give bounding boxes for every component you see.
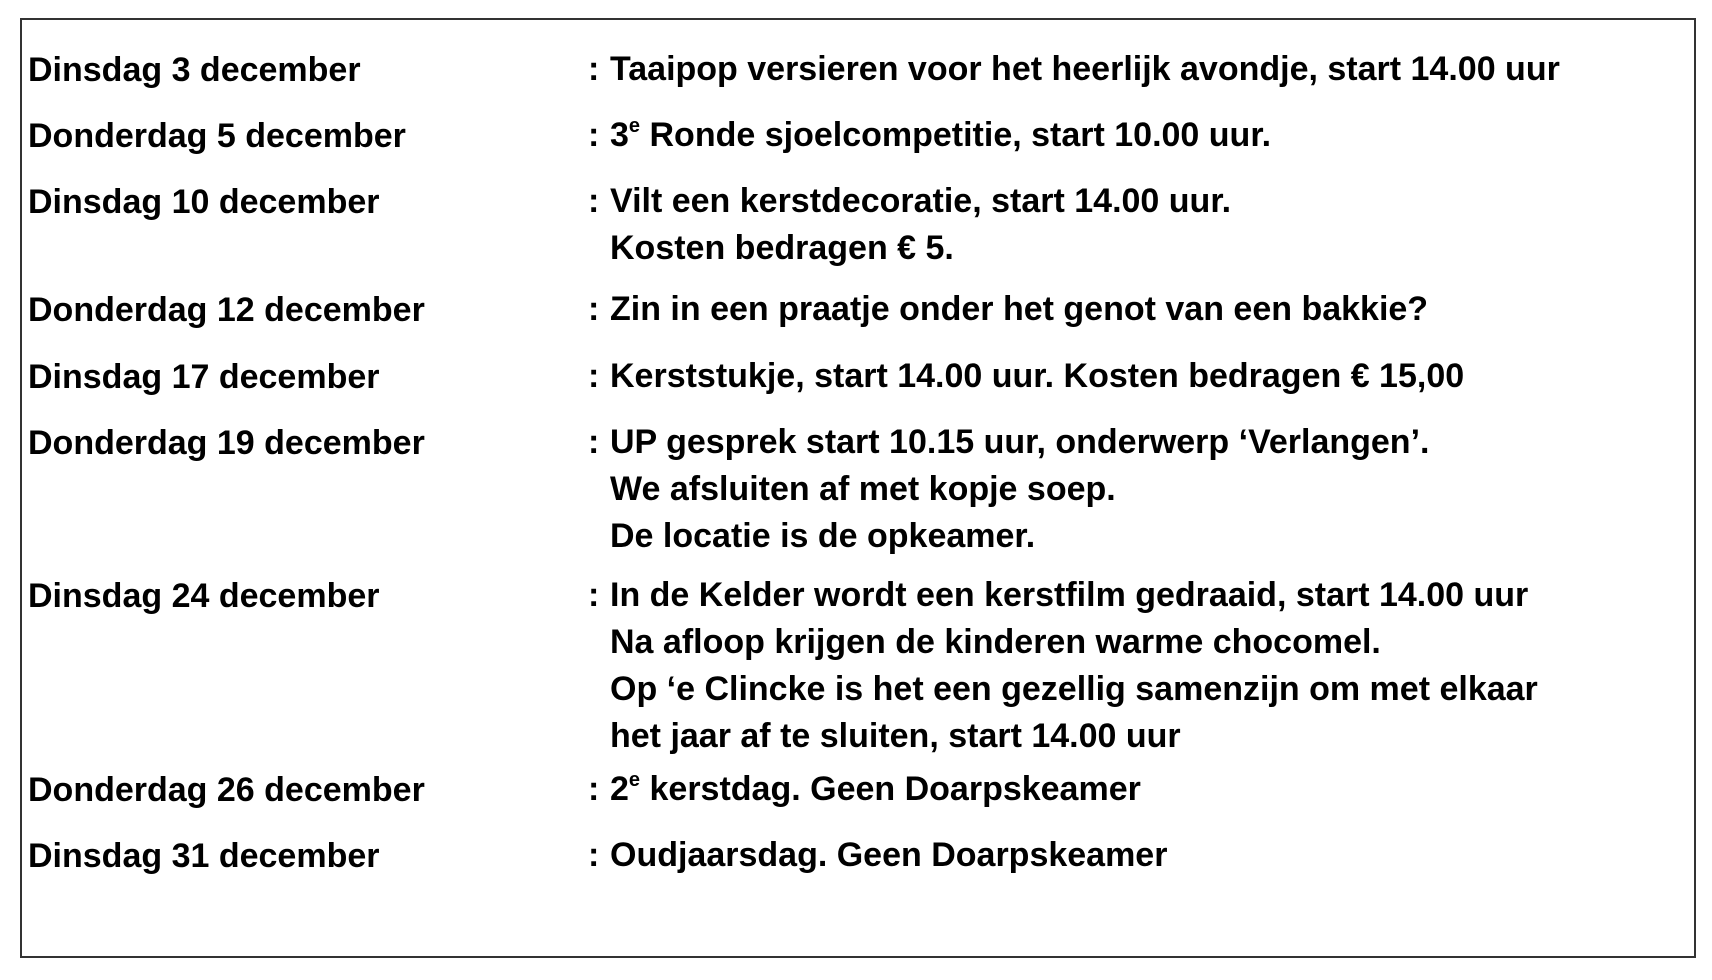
- schedule-description: [588, 766, 1141, 813]
- separator: :: [588, 50, 600, 88]
- description-line: We afsluiten af met kopje soep.: [610, 470, 1116, 508]
- separator: :: [588, 290, 600, 328]
- separator: :: [588, 423, 600, 461]
- schedule-description: [588, 353, 1464, 400]
- description-text: UP gesprek start 10.15 uur, onderwerp ‘Verlangen’.: [610, 423, 1430, 461]
- schedule-day: Dinsdag 31 december: [28, 837, 380, 875]
- schedule-description: [588, 46, 1560, 93]
- description-text: Zin in een praatje onder het genot van een bakkie?: [610, 290, 1429, 328]
- schedule-description: [588, 286, 1428, 333]
- description-line: [588, 353, 1464, 400]
- schedule-description: [588, 419, 1429, 560]
- description-line: [588, 419, 1429, 466]
- ordinal-number: 3: [610, 116, 629, 154]
- description-line: De locatie is de opkeamer.: [610, 517, 1036, 555]
- description-text: Oudjaarsdag. Geen Doarpskeamer: [610, 836, 1168, 874]
- description-line: [588, 832, 1167, 879]
- schedule-description: [588, 178, 1231, 272]
- description-text: Ronde sjoelcompetitie, start 10.00 uur.: [649, 116, 1272, 154]
- schedule-day: Donderdag 19 december: [28, 424, 425, 462]
- schedule-day: Dinsdag 10 december: [28, 183, 380, 221]
- ordinal-number: 2: [610, 770, 629, 808]
- description-text: Taaipop versieren voor het heerlijk avondje, start 14.00 uur: [610, 50, 1560, 88]
- separator: :: [588, 770, 600, 808]
- description-line: Na afloop krijgen de kinderen warme chocomel.: [610, 623, 1381, 661]
- schedule-day: Dinsdag 24 december: [28, 577, 380, 615]
- separator: :: [588, 357, 600, 395]
- schedule-description: [588, 832, 1167, 879]
- description-line: [588, 112, 1271, 159]
- description-line: [588, 46, 1560, 93]
- description-line: Kosten bedragen € 5.: [610, 229, 954, 267]
- description-text: Vilt een kerstdecoratie, start 14.00 uur.: [610, 182, 1232, 220]
- ordinal-suffix: e: [628, 115, 641, 137]
- schedule-description: [588, 112, 1271, 159]
- separator: :: [588, 182, 600, 220]
- description-text: In de Kelder wordt een kerstfilm gedraaid, start 14.00 uur: [610, 576, 1529, 614]
- description-text: kerstdag. Geen Doarpskeamer: [649, 770, 1141, 808]
- schedule-description: [588, 572, 1538, 760]
- description-line: Op ‘e Clincke is het een gezellig samenzijn om met elkaar: [610, 670, 1538, 708]
- schedule-day: Donderdag 5 december: [28, 117, 406, 155]
- description-line: [588, 766, 1141, 813]
- ordinal-suffix: e: [628, 769, 641, 791]
- schedule-day: Donderdag 26 december: [28, 771, 425, 809]
- schedule-day: Donderdag 12 december: [28, 291, 425, 329]
- separator: :: [588, 836, 600, 874]
- schedule-day: Dinsdag 3 december: [28, 51, 361, 89]
- description-line: het jaar af te sluiten, start 14.00 uur: [610, 717, 1181, 755]
- separator: :: [588, 576, 600, 614]
- description-line: [588, 178, 1231, 225]
- description-line: [588, 572, 1538, 619]
- description-text: Kerststukje, start 14.00 uur. Kosten bedragen € 15,00: [610, 357, 1465, 395]
- description-line: [588, 286, 1428, 333]
- separator: :: [588, 116, 600, 154]
- schedule-day: Dinsdag 17 december: [28, 358, 380, 396]
